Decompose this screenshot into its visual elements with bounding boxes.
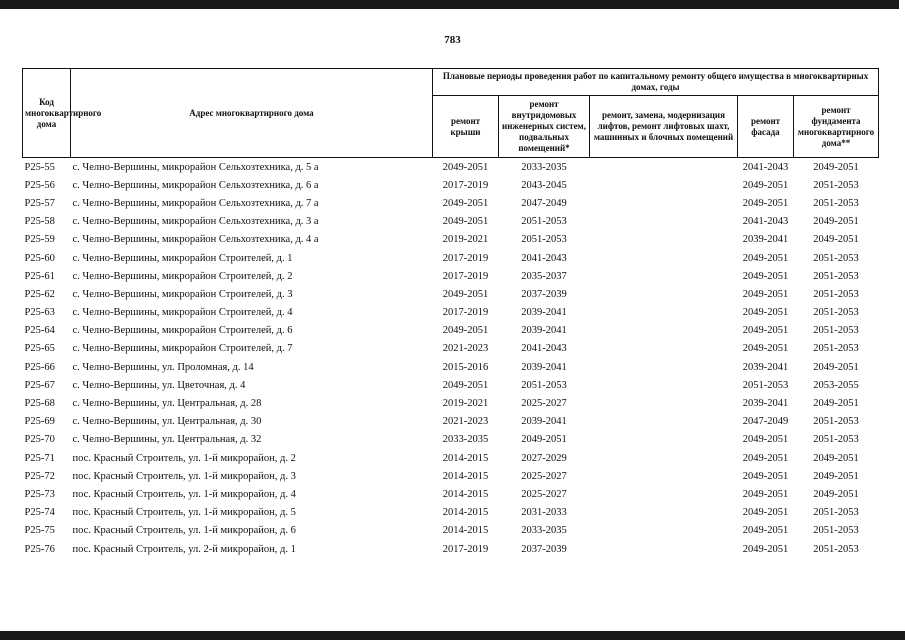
cell-engineering: 2041-2043 — [521, 252, 567, 264]
cell-engineering: 2033-2035 — [521, 161, 567, 173]
table-row — [23, 394, 879, 412]
cell-code: Р25-68 — [24, 398, 55, 410]
cell-roof: 2019-2021 — [442, 234, 489, 246]
cell-foundation: 2051-2053 — [813, 434, 859, 446]
cell-address: с. Челно-Вершины, ул. Центральная, д. 28 — [72, 398, 262, 410]
cell-foundation: 2051-2053 — [813, 416, 859, 428]
header-foundation: ремонт фундамента многоквартирного дома** — [794, 96, 879, 158]
cell-foundation: 2053-2055 — [813, 379, 859, 391]
cell-elevators — [590, 358, 738, 376]
cell-foundation: 2051-2053 — [813, 270, 859, 282]
cell-address: с. Челно-Вершины, микрорайон Строителей, д. 7 — [72, 343, 293, 355]
cell-address: пос. Красный Строитель, ул. 1-й микрорайон, д. 2 — [72, 452, 296, 464]
cell-engineering: 2025-2027 — [521, 398, 567, 410]
cell-roof: 2014-2015 — [442, 470, 489, 482]
header-facade: ремонт фасада — [738, 96, 794, 158]
cell-roof: 2049-2051 — [442, 325, 489, 337]
cell-address: пос. Красный Строитель, ул. 1-й микрорайон, д. 6 — [72, 525, 296, 537]
scan-top-border-gap — [899, 0, 905, 9]
cell-elevators — [590, 340, 738, 358]
table-row — [23, 322, 879, 340]
cell-engineering: 2039-2041 — [521, 325, 567, 337]
cell-code: Р25-73 — [24, 488, 55, 500]
cell-engineering: 2039-2041 — [521, 361, 567, 373]
cell-roof: 2049-2051 — [442, 379, 489, 391]
cell-facade: 2049-2051 — [742, 434, 789, 446]
table-body — [23, 158, 879, 559]
cell-address: с. Челно-Вершины, микрорайон Сельхозтехника, д. 7 а — [72, 197, 319, 209]
cell-address: пос. Красный Строитель, ул. 1-й микрорайон, д. 4 — [72, 488, 296, 500]
cell-engineering: 2043-2045 — [521, 179, 567, 191]
cell-elevators — [590, 504, 738, 522]
cell-foundation: 2051-2053 — [813, 525, 859, 537]
cell-engineering: 2039-2041 — [521, 416, 567, 428]
cell-elevators — [590, 194, 738, 212]
cell-facade: 2041-2043 — [742, 161, 789, 173]
cell-foundation: 2051-2053 — [813, 343, 859, 355]
cell-elevators — [590, 485, 738, 503]
cell-code: Р25-75 — [24, 525, 55, 537]
cell-elevators — [590, 267, 738, 285]
table-row — [23, 485, 879, 503]
cell-engineering: 2041-2043 — [521, 343, 567, 355]
cell-engineering: 2031-2033 — [521, 507, 567, 519]
cell-facade: 2051-2053 — [742, 379, 789, 391]
cell-facade: 2039-2041 — [742, 398, 789, 410]
cell-elevators — [590, 540, 738, 558]
cell-address: с. Челно-Вершины, микрорайон Строителей, д. 6 — [72, 325, 293, 337]
header-elevators: ремонт, замена, модернизация лифтов, ремонт лифтовых шахт, машинных и блочных помещений — [590, 96, 738, 158]
cell-foundation: 2049-2051 — [813, 488, 859, 500]
cell-elevators — [590, 176, 738, 194]
cell-foundation: 2049-2051 — [813, 161, 859, 173]
cell-address: с. Челно-Вершины, микрорайон Сельхозтехника, д. 5 а — [72, 161, 319, 173]
header-code: Код многоквартирного дома — [23, 69, 71, 158]
cell-code: Р25-57 — [24, 197, 55, 209]
cell-facade: 2049-2051 — [742, 343, 789, 355]
cell-roof: 2021-2023 — [442, 416, 489, 428]
table-row — [23, 376, 879, 394]
table-row — [23, 304, 879, 322]
table-row — [23, 158, 879, 177]
cell-facade: 2049-2051 — [742, 270, 789, 282]
cell-facade: 2049-2051 — [742, 252, 789, 264]
cell-code: Р25-63 — [24, 307, 55, 319]
cell-facade: 2041-2043 — [742, 216, 789, 228]
cell-elevators — [590, 413, 738, 431]
cell-roof: 2033-2035 — [442, 434, 489, 446]
cell-code: Р25-72 — [24, 470, 55, 482]
cell-engineering: 2051-2053 — [521, 216, 567, 228]
cell-roof: 2014-2015 — [442, 507, 489, 519]
cell-foundation: 2049-2051 — [813, 234, 859, 246]
cell-code: Р25-56 — [24, 179, 55, 191]
cell-address: с. Челно-Вершины, микрорайон Сельхозтехника, д. 3 а — [72, 216, 319, 228]
cell-foundation: 2049-2051 — [813, 216, 859, 228]
cell-foundation: 2049-2051 — [813, 361, 859, 373]
cell-facade: 2039-2041 — [742, 361, 789, 373]
cell-elevators — [590, 249, 738, 267]
cell-engineering: 2025-2027 — [521, 470, 567, 482]
cell-foundation: 2051-2053 — [813, 197, 859, 209]
cell-roof: 2017-2019 — [442, 270, 489, 282]
cell-code: Р25-58 — [24, 216, 55, 228]
cell-address: с. Челно-Вершины, ул. Цветочная, д. 4 — [72, 379, 246, 391]
cell-address: пос. Красный Строитель, ул. 1-й микрорайон, д. 3 — [72, 470, 296, 482]
cell-code: Р25-62 — [24, 288, 55, 300]
cell-foundation: 2049-2051 — [813, 452, 859, 464]
cell-roof: 2049-2051 — [442, 161, 489, 173]
cell-roof: 2049-2051 — [442, 197, 489, 209]
cell-elevators — [590, 467, 738, 485]
table-row — [23, 213, 879, 231]
cell-engineering: 2027-2029 — [521, 452, 567, 464]
cell-facade: 2049-2051 — [742, 470, 789, 482]
cell-engineering: 2047-2049 — [521, 197, 567, 209]
scan-bottom-border — [0, 631, 905, 640]
cell-facade: 2049-2051 — [742, 488, 789, 500]
cell-engineering: 2035-2037 — [521, 270, 567, 282]
cell-foundation: 2049-2051 — [813, 398, 859, 410]
cell-code: Р25-60 — [24, 252, 55, 264]
cell-foundation: 2051-2053 — [813, 288, 859, 300]
cell-address: с. Челно-Вершины, микрорайон Строителей, д. 3 — [72, 288, 293, 300]
cell-code: Р25-64 — [24, 325, 55, 337]
cell-elevators — [590, 322, 738, 340]
cell-foundation: 2051-2053 — [813, 179, 859, 191]
cell-elevators — [590, 376, 738, 394]
cell-address: с. Челно-Вершины, ул. Центральная, д. 30 — [72, 416, 262, 428]
cell-facade: 2049-2051 — [742, 543, 789, 555]
table-row — [23, 358, 879, 376]
cell-code: Р25-61 — [24, 270, 55, 282]
cell-roof: 2015-2016 — [442, 361, 489, 373]
table-row — [23, 467, 879, 485]
capital-repair-table — [22, 68, 879, 558]
cell-elevators — [590, 394, 738, 412]
cell-code: Р25-71 — [24, 452, 55, 464]
cell-roof: 2014-2015 — [442, 525, 489, 537]
cell-address: с. Челно-Вершины, микрорайон Строителей, д. 1 — [72, 252, 293, 264]
table-header — [23, 69, 879, 158]
cell-elevators — [590, 431, 738, 449]
page-number: 783 — [444, 34, 461, 46]
cell-roof: 2014-2015 — [442, 452, 489, 464]
table-row — [23, 540, 879, 558]
cell-engineering: 2033-2035 — [521, 525, 567, 537]
cell-elevators — [590, 158, 738, 177]
table-row — [23, 431, 879, 449]
cell-elevators — [590, 231, 738, 249]
cell-facade: 2049-2051 — [742, 452, 789, 464]
cell-address: с. Челно-Вершины, ул. Центральная, д. 32 — [72, 434, 262, 446]
cell-facade: 2049-2051 — [742, 525, 789, 537]
cell-elevators — [590, 449, 738, 467]
cell-engineering: 2051-2053 — [521, 234, 567, 246]
cell-elevators — [590, 522, 738, 540]
cell-engineering: 2037-2039 — [521, 288, 567, 300]
table-row — [23, 413, 879, 431]
cell-engineering: 2049-2051 — [521, 434, 567, 446]
cell-facade: 2049-2051 — [742, 288, 789, 300]
cell-address: с. Челно-Вершины, ул. Проломная, д. 14 — [72, 361, 254, 373]
cell-facade: 2039-2041 — [742, 234, 789, 246]
scan-top-border — [0, 0, 905, 9]
cell-elevators — [590, 304, 738, 322]
header-engineering: ремонт внутридомовых инженерных систем, подвальных помещений* — [499, 96, 590, 158]
table-row — [23, 231, 879, 249]
cell-code: Р25-59 — [24, 234, 55, 246]
cell-roof: 2017-2019 — [442, 252, 489, 264]
cell-address: пос. Красный Строитель, ул. 1-й микрорайон, д. 5 — [72, 507, 296, 519]
table-row — [23, 522, 879, 540]
header-planned-periods: Плановые периоды проведения работ по капитальному ремонту общего имущества в многоквартирных домах, годы — [433, 69, 879, 96]
header-address: Адрес многоквартирного дома — [71, 69, 433, 158]
cell-roof: 2014-2015 — [442, 488, 489, 500]
cell-roof: 2017-2019 — [442, 179, 489, 191]
cell-facade: 2047-2049 — [742, 416, 789, 428]
cell-engineering: 2025-2027 — [521, 488, 567, 500]
cell-foundation: 2051-2053 — [813, 252, 859, 264]
cell-address: пос. Красный Строитель, ул. 2-й микрорайон, д. 1 — [72, 543, 296, 555]
cell-code: Р25-66 — [24, 361, 55, 373]
cell-facade: 2049-2051 — [742, 307, 789, 319]
table-row — [23, 504, 879, 522]
cell-code: Р25-67 — [24, 379, 55, 391]
cell-foundation: 2049-2051 — [813, 470, 859, 482]
cell-facade: 2049-2051 — [742, 179, 789, 191]
table-row — [23, 194, 879, 212]
cell-roof: 2017-2019 — [442, 307, 489, 319]
header-roof: ремонт крыши — [433, 96, 499, 158]
cell-foundation: 2051-2053 — [813, 307, 859, 319]
cell-code: Р25-74 — [24, 507, 55, 519]
cell-roof: 2021-2023 — [442, 343, 489, 355]
cell-foundation: 2051-2053 — [813, 325, 859, 337]
cell-code: Р25-69 — [24, 416, 55, 428]
cell-facade: 2049-2051 — [742, 325, 789, 337]
table-row — [23, 340, 879, 358]
cell-engineering: 2051-2053 — [521, 379, 567, 391]
cell-foundation: 2051-2053 — [813, 543, 859, 555]
cell-roof: 2019-2021 — [442, 398, 489, 410]
cell-address: с. Челно-Вершины, микрорайон Сельхозтехника, д. 4 а — [72, 234, 319, 246]
cell-address: с. Челно-Вершины, микрорайон Строителей, д. 2 — [72, 270, 293, 282]
cell-address: с. Челно-Вершины, микрорайон Строителей, д. 4 — [72, 307, 293, 319]
cell-code: Р25-76 — [24, 543, 55, 555]
cell-roof: 2017-2019 — [442, 543, 489, 555]
cell-elevators — [590, 285, 738, 303]
cell-code: Р25-65 — [24, 343, 55, 355]
cell-code: Р25-55 — [24, 161, 55, 173]
cell-roof: 2049-2051 — [442, 288, 489, 300]
table-row — [23, 176, 879, 194]
cell-code: Р25-70 — [24, 434, 55, 446]
cell-facade: 2049-2051 — [742, 507, 789, 519]
cell-engineering: 2037-2039 — [521, 543, 567, 555]
cell-roof: 2049-2051 — [442, 216, 489, 228]
table-row — [23, 267, 879, 285]
cell-engineering: 2039-2041 — [521, 307, 567, 319]
table-row — [23, 285, 879, 303]
cell-address: с. Челно-Вершины, микрорайон Сельхозтехника, д. 6 а — [72, 179, 319, 191]
cell-elevators — [590, 213, 738, 231]
table-row — [23, 449, 879, 467]
cell-foundation: 2051-2053 — [813, 507, 859, 519]
cell-facade: 2049-2051 — [742, 197, 789, 209]
table-row — [23, 249, 879, 267]
